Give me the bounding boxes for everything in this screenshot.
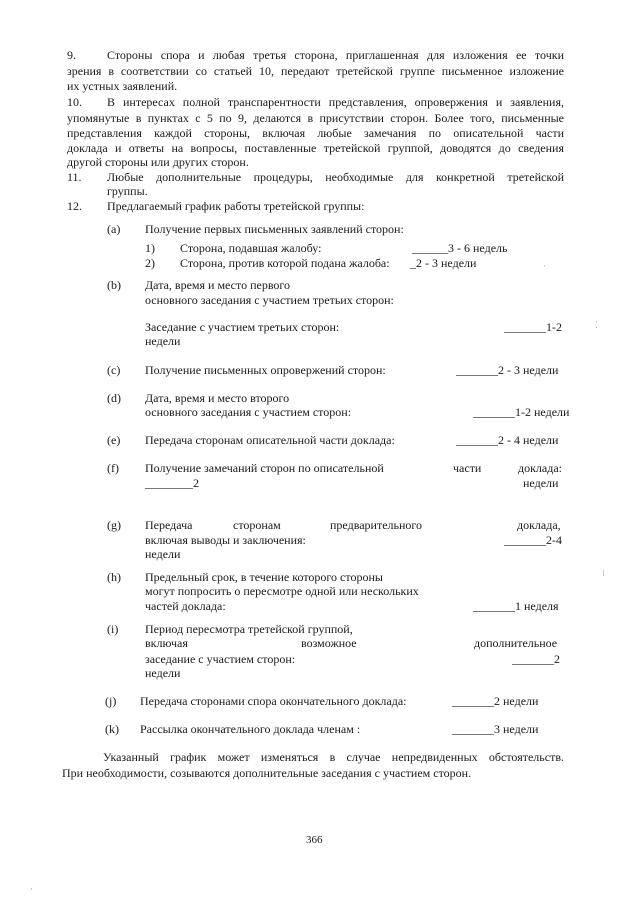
item-i-label: (i) (107, 622, 119, 636)
item-g-label: (g) (107, 518, 121, 532)
para-12-number: 12. (67, 199, 82, 213)
item-d-label: (d) (107, 391, 121, 405)
item-b-line-3: Заседание с участием третьих сторон: (145, 320, 340, 334)
item-g-word-2: сторонам (233, 518, 281, 532)
item-g-word-1: Передача (145, 518, 193, 532)
item-a-label: (a) (107, 222, 121, 236)
item-b-line-1: Дата, время и место первого (145, 278, 291, 292)
item-c-value: _______2 - 3 недели (456, 363, 559, 377)
item-h-label: (h) (107, 570, 121, 584)
scan-speck: · (30, 884, 33, 894)
item-a-text: Получение первых письменных заявлений сторон: (145, 222, 404, 236)
para-10-line-5: другой стороны или других сторон. (67, 155, 249, 169)
closing-line-1: Указанный график может изменяться в случае непредвиденных обстоятельств. (103, 750, 564, 764)
item-k-label: (k) (105, 722, 119, 736)
item-g-line-2: включая выводы и заключения: (145, 533, 306, 547)
item-a-sub-2-text: Сторона, против которой подана жалоба: (180, 256, 390, 270)
item-h-line-1: Предельный срок, в течение которого стороны (145, 570, 383, 584)
item-c-label: (c) (107, 363, 121, 377)
item-j-value: _______2 недели (452, 694, 539, 708)
para-10-line-2: упомянутые в пунктах с 5 по 9, делаются в присутствии сторон. Более того, письменные (67, 111, 564, 125)
item-e-text: Передача сторонам описательной части доклада: (145, 433, 395, 447)
para-11-number: 11. (67, 170, 82, 184)
item-i-word-3: дополнительное (474, 636, 558, 650)
item-b-label: (b) (107, 278, 121, 292)
closing-line-2: При необходимости, созываются дополнительные заседания с участием сторон. (62, 766, 472, 780)
item-d-value: _______1-2 недели (473, 405, 570, 419)
item-i-value: _______2 (512, 652, 560, 666)
item-d-line-2: основного заседания с участием сторон: (145, 405, 352, 419)
item-i-line-1: Период пересмотра третейской группой, (145, 622, 353, 636)
para-9-number: 9. (67, 48, 76, 62)
item-f-line-1-end: доклада: (518, 461, 563, 475)
item-b-line-4: недели (145, 334, 181, 348)
item-b-value: _______1-2 (504, 320, 562, 334)
item-b-line-2: основного заседания с участием третьих сторон: (145, 293, 394, 307)
item-g-value: _______2-4 (504, 533, 562, 547)
item-d-line-1: Дата, время и место второго (145, 391, 290, 405)
item-a-sub-2-value: _2 - 3 недели (410, 256, 477, 270)
item-i-word-1: включая (145, 636, 188, 650)
item-f-label: (f) (107, 461, 119, 475)
item-e-label: (e) (107, 433, 121, 447)
item-a-sub-2-number: 2) (145, 256, 155, 270)
para-10-line-4: доклада и ответы на вопросы, поставленные третейской группой, доводятся до сведения (67, 141, 564, 155)
item-i-line-4: недели (145, 666, 181, 680)
item-h-value: _______1 неделя (473, 599, 559, 613)
item-f-line-1-middle: части (453, 461, 482, 475)
scan-speck: ⁝ (602, 568, 605, 578)
scan-speck: · (543, 261, 546, 271)
item-f-value: ________2 (145, 476, 199, 490)
para-12-line-1: Предлагаемый график работы третейской группы: (107, 199, 365, 213)
item-f-line-2-end: недели (523, 476, 559, 490)
item-h-line-3: частей доклада: (145, 599, 226, 613)
para-9-line-1: Стороны спора и любая третья сторона, приглашенная для изложения ее точки (107, 48, 564, 62)
page-number: 366 (306, 834, 323, 846)
item-g-word-3: предварительного (330, 518, 423, 532)
item-f-line-1: Получение замечаний сторон по описательной (145, 461, 384, 475)
item-c-text: Получение письменных опровержений сторон: (145, 363, 386, 377)
item-a-sub-1-text: Сторона, подавшая жалобу: (180, 241, 322, 255)
para-11-line-1: Любые дополнительные процедуры, необходимые для конкретной третейской (107, 170, 564, 184)
item-g-word-4: доклада, (517, 518, 561, 532)
item-i-word-2: возможное (301, 636, 357, 650)
item-j-label: (j) (105, 694, 117, 708)
para-11-line-2: группы. (107, 184, 148, 198)
para-10-line-1: В интересах полной транспарентности представления, опровержения и заявления, (107, 95, 564, 109)
item-i-line-3: заседание с участием сторон: (145, 652, 296, 666)
scan-speck: ⁚ (595, 320, 598, 330)
item-h-line-2: могут попросить о пересмотре одной или нескольких (145, 584, 419, 598)
item-a-sub-1-value: ______3 - 6 недель (412, 241, 508, 255)
item-a-sub-1-number: 1) (145, 241, 155, 255)
item-j-text: Передача сторонами спора окончательного доклада: (140, 694, 407, 708)
item-e-value: _______2 - 4 недели (456, 433, 559, 447)
para-9-line-2: зрения в соответствии со статьей 10, передают третейской группе письменное изложение (67, 64, 564, 78)
para-10-number: 10. (67, 95, 82, 109)
para-10-line-3: представления каждой стороны, включая любые замечания по описательной части (67, 126, 564, 140)
para-9-line-3: их устных заявлений. (67, 79, 178, 93)
item-k-text: Рассылка окончательного доклада членам : (140, 722, 361, 736)
item-k-value: _______3 недели (452, 722, 539, 736)
item-g-line-3: недели (145, 547, 181, 561)
